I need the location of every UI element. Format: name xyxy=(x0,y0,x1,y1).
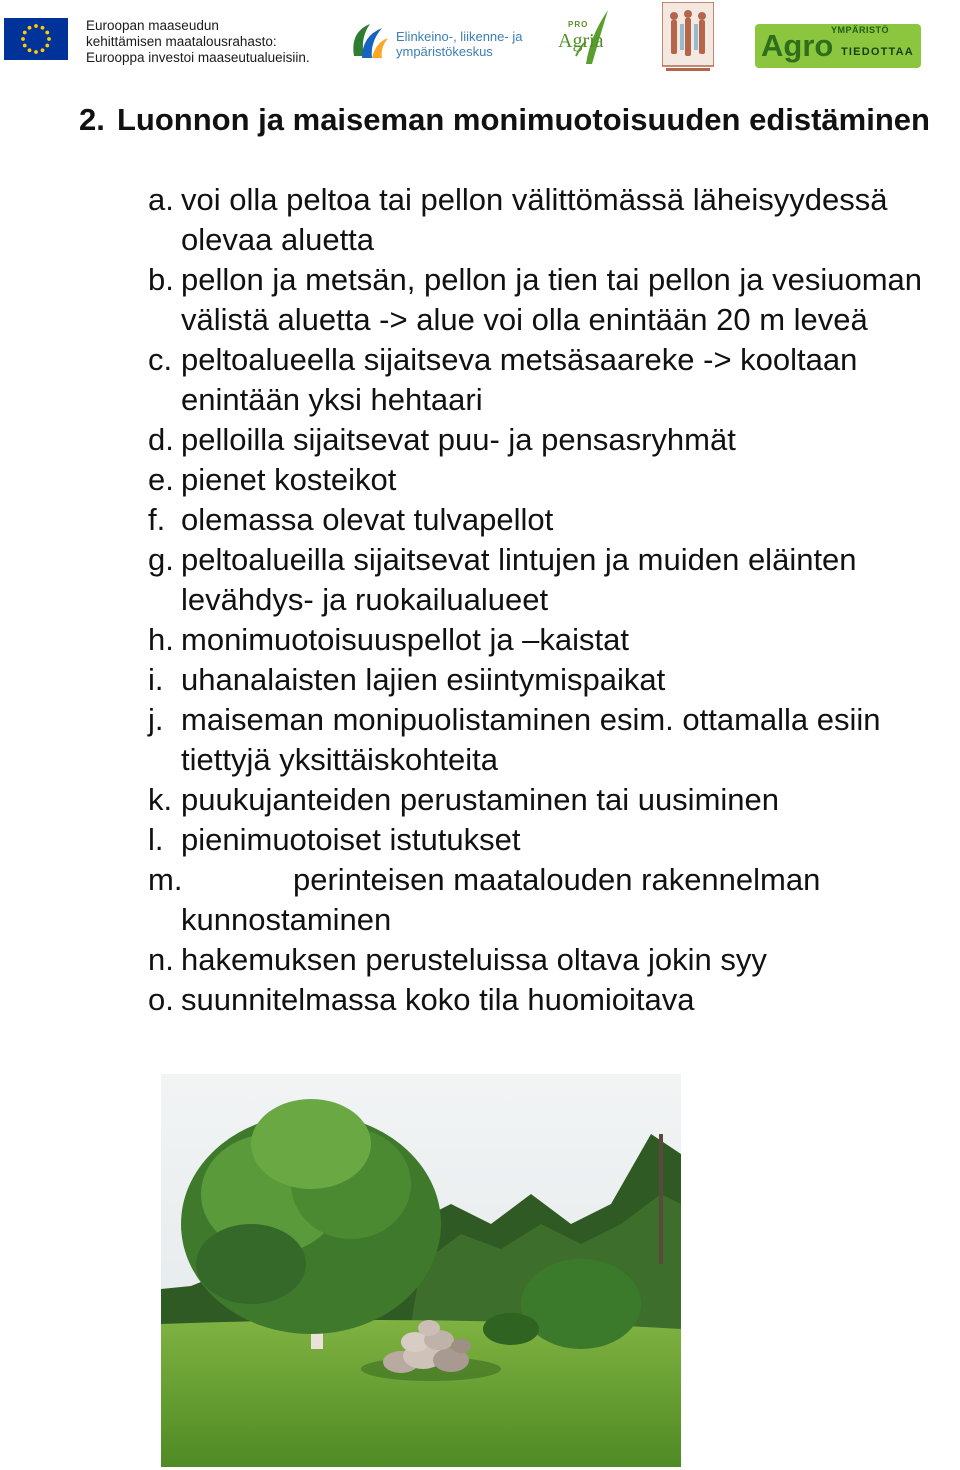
item-text: pienet kosteikot xyxy=(181,462,397,497)
list-item xyxy=(148,860,960,940)
criteria-list xyxy=(148,180,960,1020)
eu-fund-text xyxy=(86,18,310,66)
landscape-photo xyxy=(161,1074,681,1467)
agria-pro-text: PRO xyxy=(568,20,589,29)
list-item xyxy=(148,780,960,820)
eu-star-icon xyxy=(41,48,45,52)
maisema-figures-logo-icon xyxy=(662,2,714,72)
item-letter: i. xyxy=(148,662,164,697)
item-letter: h. xyxy=(148,622,174,657)
list-item xyxy=(148,540,960,620)
item-letter: n. xyxy=(148,942,174,977)
item-text: puukujanteiden perustaminen tai uusiminen xyxy=(181,782,780,817)
eu-star-icon xyxy=(28,48,32,52)
list-item xyxy=(148,420,960,460)
item-text: pelloilla sijaitsevat puu- ja pensasryhmät xyxy=(181,422,736,457)
list-item xyxy=(148,340,960,420)
pro-agria-logo xyxy=(556,6,612,66)
list-item xyxy=(148,500,960,540)
item-letter: m. xyxy=(148,862,183,897)
item-text: uhanalaisten lajien esiintymispaikat xyxy=(181,662,666,697)
item-letter: j. xyxy=(148,702,164,737)
ely-centre-logo-icon xyxy=(348,20,390,62)
eu-star-icon xyxy=(23,31,27,35)
list-item xyxy=(148,180,960,260)
eu-star-icon xyxy=(45,31,49,35)
item-letter: b. xyxy=(148,262,174,297)
item-text xyxy=(181,860,960,940)
item-letter: g. xyxy=(148,542,174,577)
list-item xyxy=(148,620,960,660)
agro-word-text: Agro xyxy=(761,28,834,63)
item-letter: o. xyxy=(148,982,174,1017)
item-text: peltoalueella sijaitseva metsäsaareke -> kooltaan enintään yksi hehtaari xyxy=(181,342,858,417)
item-text: monimuotoisuuspellot ja –kaistat xyxy=(181,622,630,657)
item-text: pienimuotoiset istutukset xyxy=(181,822,521,857)
item-text: peltoalueilla sijaitsevat lintujen ja muiden eläinten levähdys- ja ruokailualueet xyxy=(181,542,857,617)
list-item xyxy=(148,820,960,860)
eu-star-icon xyxy=(47,37,51,41)
eu-star-icon xyxy=(28,26,32,30)
section-heading xyxy=(79,100,939,140)
eu-flag-icon xyxy=(4,18,68,60)
item-text: pellon ja metsän, pellon ja tien tai pellon ja vesiuoman välistä aluetta -> alue voi olla enintään 20 m leveä xyxy=(181,262,923,337)
eu-star-icon xyxy=(34,24,38,28)
eu-star-icon xyxy=(21,37,25,41)
list-item xyxy=(148,460,960,500)
item-text: suunnitelmassa koko tila huomioitava xyxy=(181,982,695,1017)
eu-text-line2: kehittämisen maatalousrahasto: xyxy=(86,34,277,49)
item-letter: e. xyxy=(148,462,174,497)
item-text: maiseman monipuolistaminen esim. ottamalla esiin tiettyjä yksittäiskohteita xyxy=(181,702,881,777)
ely-text-line2: ympäristökeskus xyxy=(396,44,493,59)
item-letter: a. xyxy=(148,182,174,217)
list-item xyxy=(148,940,960,980)
item-letter: c. xyxy=(148,342,173,377)
list-item xyxy=(148,980,960,1020)
item-letter: f. xyxy=(148,502,166,537)
ely-text-line1: Elinkeino-, liikenne- ja xyxy=(396,29,523,44)
list-item xyxy=(148,660,960,700)
item-letter: k. xyxy=(148,782,173,817)
eu-text-line1: Euroopan maaseudun xyxy=(86,18,219,33)
item-letter: d. xyxy=(148,422,174,457)
item-text-first-line: perinteisen maatalouden rakennelman xyxy=(293,862,821,897)
item-letter: l. xyxy=(148,822,164,857)
eu-star-icon xyxy=(23,44,27,48)
item-text: olemassa olevat tulvapellot xyxy=(181,502,554,537)
agro-top-text: YMPÄRISTÖ xyxy=(831,25,890,35)
eu-text-line3: Eurooppa investoi maaseutualueisiin. xyxy=(86,50,310,65)
item-text: hakemuksen perusteluissa oltava jokin syy xyxy=(181,942,767,977)
list-item xyxy=(148,700,960,780)
eu-star-icon xyxy=(34,50,38,54)
item-text-continuation: kunnostaminen xyxy=(181,902,392,937)
eu-star-icon xyxy=(41,26,45,30)
item-text: voi olla peltoa tai pellon välittömässä läheisyydessä olevaa aluetta xyxy=(181,182,888,257)
eu-star-icon xyxy=(45,44,49,48)
heading-number: 2. xyxy=(79,102,105,137)
agro-sub-text: TIEDOTTAA xyxy=(841,46,914,58)
heading-text: Luonnon ja maiseman monimuotoisuuden edistäminen xyxy=(117,102,930,137)
ymparisto-agro-logo xyxy=(755,24,921,68)
ely-centre-text xyxy=(396,29,522,59)
agria-word-text: Agria xyxy=(558,30,604,52)
list-item xyxy=(148,260,960,340)
